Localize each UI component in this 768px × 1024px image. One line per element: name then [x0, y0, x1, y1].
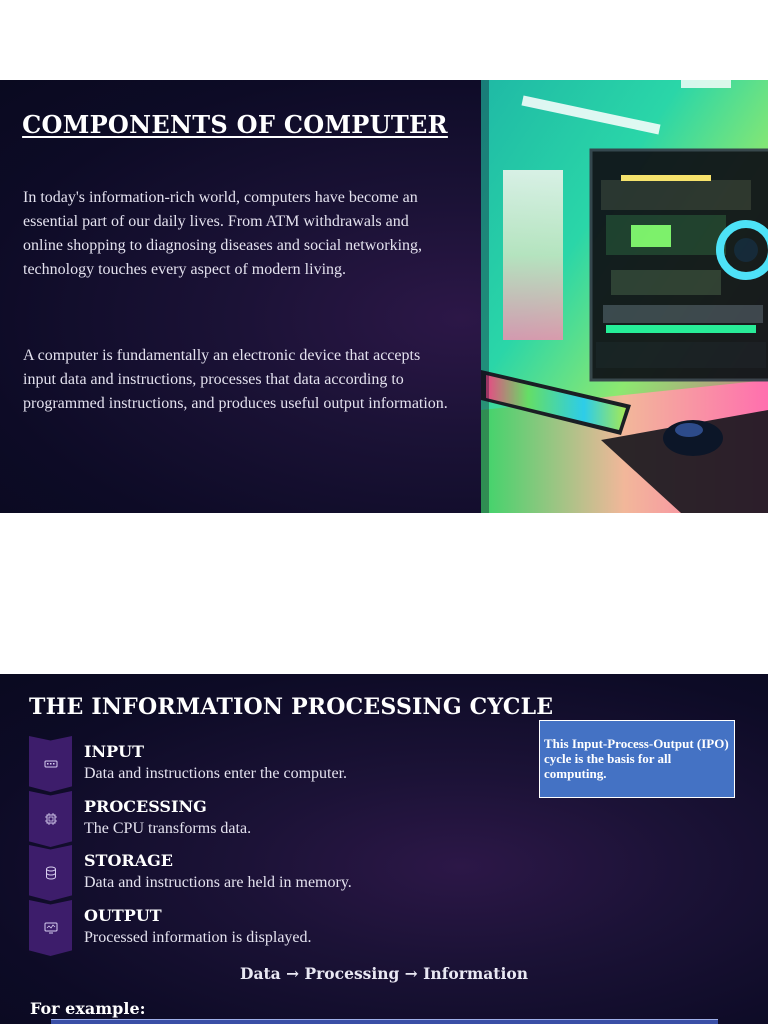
- step-storage: [29, 845, 509, 901]
- ipo-note-box: This Input-Process-Output (IPO) cycle is the basis for all computing.: [539, 720, 735, 798]
- step-title: STORAGE: [84, 851, 173, 870]
- intro-paragraph: In today's information-rich world, computers have become an essential part of our daily lives. From ATM withdrawals and online shopping to diagnosing diseases and social networking, technology touches every aspect of modern living.: [23, 189, 423, 278]
- step-output: [29, 900, 509, 956]
- gaming-pc-photo: [481, 80, 768, 513]
- intro-slide: [0, 80, 768, 513]
- step-description: Processed information is displayed.: [84, 929, 312, 946]
- keyboard-icon: [44, 759, 58, 769]
- example-label: For example:: [30, 999, 146, 1018]
- step-marker: [29, 900, 72, 956]
- database-icon: [45, 866, 57, 880]
- slide-title: COMPONENTS OF COMPUTER: [22, 110, 448, 139]
- cycle-slide: [0, 674, 768, 1024]
- step-title: INPUT: [84, 742, 144, 761]
- monitor-icon: [44, 922, 58, 934]
- step-input: [29, 736, 509, 792]
- step-description: The CPU transforms data.: [84, 820, 252, 837]
- step-description: Data and instructions are held in memory.: [84, 874, 352, 891]
- step-marker: [29, 845, 72, 901]
- cpu-icon: [44, 812, 58, 826]
- definition-paragraph: A computer is fundamentally an electronic device that accepts input data and instructions, processes that data according to programmed instructions, and produces useful output information.: [23, 347, 448, 412]
- cycle-title: THE INFORMATION PROCESSING CYCLE: [29, 694, 554, 720]
- step-title: OUTPUT: [84, 906, 162, 925]
- data-flow-line: Data → Processing → Information: [240, 964, 528, 983]
- step-marker: [29, 791, 72, 847]
- step-marker: [29, 736, 72, 792]
- step-processing: [29, 791, 509, 847]
- step-description: Data and instructions enter the computer.: [84, 765, 348, 782]
- example-table-header: [51, 1019, 718, 1024]
- step-title: PROCESSING: [84, 797, 207, 816]
